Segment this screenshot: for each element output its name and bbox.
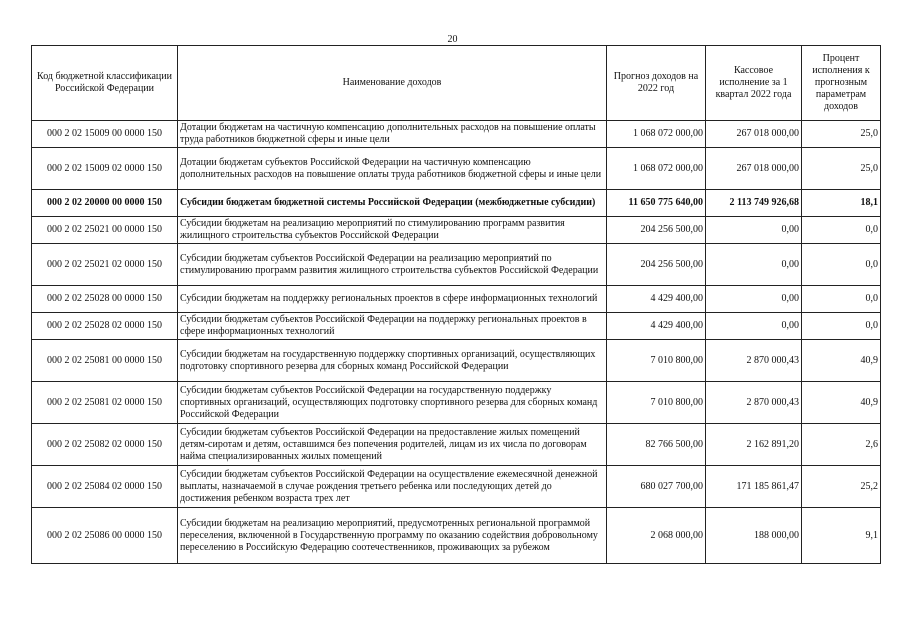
row-name: Дотации бюджетам субъектов Российской Федерации на частичную компенсацию дополнительных расходов на повышение оплаты труда работников бюджетной сферы и иные цели <box>178 148 607 190</box>
table-row <box>32 190 881 217</box>
row-percent: 40,9 <box>802 382 881 424</box>
row-executed: 0,00 <box>706 286 802 313</box>
row-executed: 0,00 <box>706 217 802 244</box>
row-executed: 2 113 749 926,68 <box>706 190 802 217</box>
table-row <box>32 148 881 190</box>
row-percent: 0,0 <box>802 286 881 313</box>
table-row <box>32 244 881 286</box>
row-forecast: 4 429 400,00 <box>607 313 706 340</box>
row-code: 000 2 02 15009 02 0000 150 <box>32 148 178 190</box>
table-row <box>32 313 881 340</box>
row-name: Субсидии бюджетам на поддержку региональных проектов в сфере информационных технологий <box>178 286 607 313</box>
row-executed: 2 162 891,20 <box>706 424 802 466</box>
row-percent: 9,1 <box>802 508 881 564</box>
row-code: 000 2 02 25028 00 0000 150 <box>32 286 178 313</box>
row-percent: 0,0 <box>802 313 881 340</box>
row-executed: 0,00 <box>706 313 802 340</box>
row-executed: 188 000,00 <box>706 508 802 564</box>
header-name: Наименование доходов <box>178 46 607 121</box>
table-row <box>32 466 881 508</box>
table-row <box>32 217 881 244</box>
row-forecast: 4 429 400,00 <box>607 286 706 313</box>
row-code: 000 2 02 25082 02 0000 150 <box>32 424 178 466</box>
row-name: Субсидии бюджетам субъектов Российской Федерации на поддержку региональных проектов в сфере информационных технологий <box>178 313 607 340</box>
row-code: 000 2 02 20000 00 0000 150 <box>32 190 178 217</box>
header-executed: Кассовое исполнение за 1 квартал 2022 года <box>706 46 802 121</box>
row-forecast: 82 766 500,00 <box>607 424 706 466</box>
row-percent: 18,1 <box>802 190 881 217</box>
row-forecast: 1 068 072 000,00 <box>607 148 706 190</box>
row-executed: 171 185 861,47 <box>706 466 802 508</box>
row-percent: 25,2 <box>802 466 881 508</box>
row-executed: 2 870 000,43 <box>706 340 802 382</box>
row-name: Субсидии бюджетам субъектов Российской Федерации на реализацию мероприятий по стимулированию программ развития жилищного строительства субъектов Российской Федерации <box>178 244 607 286</box>
row-code: 000 2 02 25081 02 0000 150 <box>32 382 178 424</box>
row-percent: 0,0 <box>802 244 881 286</box>
row-code: 000 2 02 25084 02 0000 150 <box>32 466 178 508</box>
row-name: Субсидии бюджетам субъектов Российской Федерации на осуществление ежемесячной денежной выплаты, назначаемой в случае рождения третьего ребенка или последующих детей до достижения ребенком возраста трех лет <box>178 466 607 508</box>
row-executed: 2 870 000,43 <box>706 382 802 424</box>
header-percent: Процент исполнения к прогнозным параметрам доходов <box>802 46 881 121</box>
row-name: Субсидии бюджетам на государственную поддержку спортивных организаций, осуществляющих подготовку спортивного резерва для сборных команд Российской Федерации <box>178 340 607 382</box>
header-code: Код бюджетной классификации Российской Федерации <box>32 46 178 121</box>
row-code: 000 2 02 25086 00 0000 150 <box>32 508 178 564</box>
row-forecast: 7 010 800,00 <box>607 340 706 382</box>
row-percent: 25,0 <box>802 148 881 190</box>
row-forecast: 1 068 072 000,00 <box>607 121 706 148</box>
row-percent: 2,6 <box>802 424 881 466</box>
row-executed: 267 018 000,00 <box>706 148 802 190</box>
row-name: Дотации бюджетам на частичную компенсацию дополнительных расходов на повышение оплаты труда работников бюджетной сферы и иные цели <box>178 121 607 148</box>
header-forecast: Прогноз доходов на 2022 год <box>607 46 706 121</box>
revenue-table <box>31 45 881 564</box>
table-row <box>32 508 881 564</box>
table-row <box>32 424 881 466</box>
row-forecast: 204 256 500,00 <box>607 217 706 244</box>
row-code: 000 2 02 25021 00 0000 150 <box>32 217 178 244</box>
row-code: 000 2 02 15009 00 0000 150 <box>32 121 178 148</box>
row-code: 000 2 02 25081 00 0000 150 <box>32 340 178 382</box>
row-name: Субсидии бюджетам субъектов Российской Федерации на предоставление жилых помещений детям-сиротам и детям, оставшимся без попечения родителей, лицам из их числа по договорам найма специализированных жилых помещений <box>178 424 607 466</box>
row-forecast: 7 010 800,00 <box>607 382 706 424</box>
table-header-row <box>32 46 881 121</box>
row-name: Субсидии бюджетам бюджетной системы Российской Федерации (межбюджетные субсидии) <box>178 190 607 217</box>
row-name: Субсидии бюджетам на реализацию мероприятий по стимулированию программ развития жилищного строительства субъектов Российской Федерации <box>178 217 607 244</box>
table-row <box>32 121 881 148</box>
row-name: Субсидии бюджетам субъектов Российской Федерации на государственную поддержку спортивных организаций, осуществляющих подготовку спортивного резерва для сборных команд Российской Федерации <box>178 382 607 424</box>
row-percent: 40,9 <box>802 340 881 382</box>
table-row <box>32 286 881 313</box>
table-row <box>32 382 881 424</box>
row-forecast: 204 256 500,00 <box>607 244 706 286</box>
table-row <box>32 340 881 382</box>
row-percent: 0,0 <box>802 217 881 244</box>
row-executed: 267 018 000,00 <box>706 121 802 148</box>
page-number: 20 <box>447 34 458 45</box>
row-forecast: 11 650 775 640,00 <box>607 190 706 217</box>
row-executed: 0,00 <box>706 244 802 286</box>
row-forecast: 2 068 000,00 <box>607 508 706 564</box>
row-code: 000 2 02 25028 02 0000 150 <box>32 313 178 340</box>
row-code: 000 2 02 25021 02 0000 150 <box>32 244 178 286</box>
row-forecast: 680 027 700,00 <box>607 466 706 508</box>
row-percent: 25,0 <box>802 121 881 148</box>
row-name: Субсидии бюджетам на реализацию мероприятий, предусмотренных региональной программой переселения, включенной в Государственную программу по оказанию содействия добровольному переселению в Российскую Федерацию соотечественников, проживающих за рубежом <box>178 508 607 564</box>
